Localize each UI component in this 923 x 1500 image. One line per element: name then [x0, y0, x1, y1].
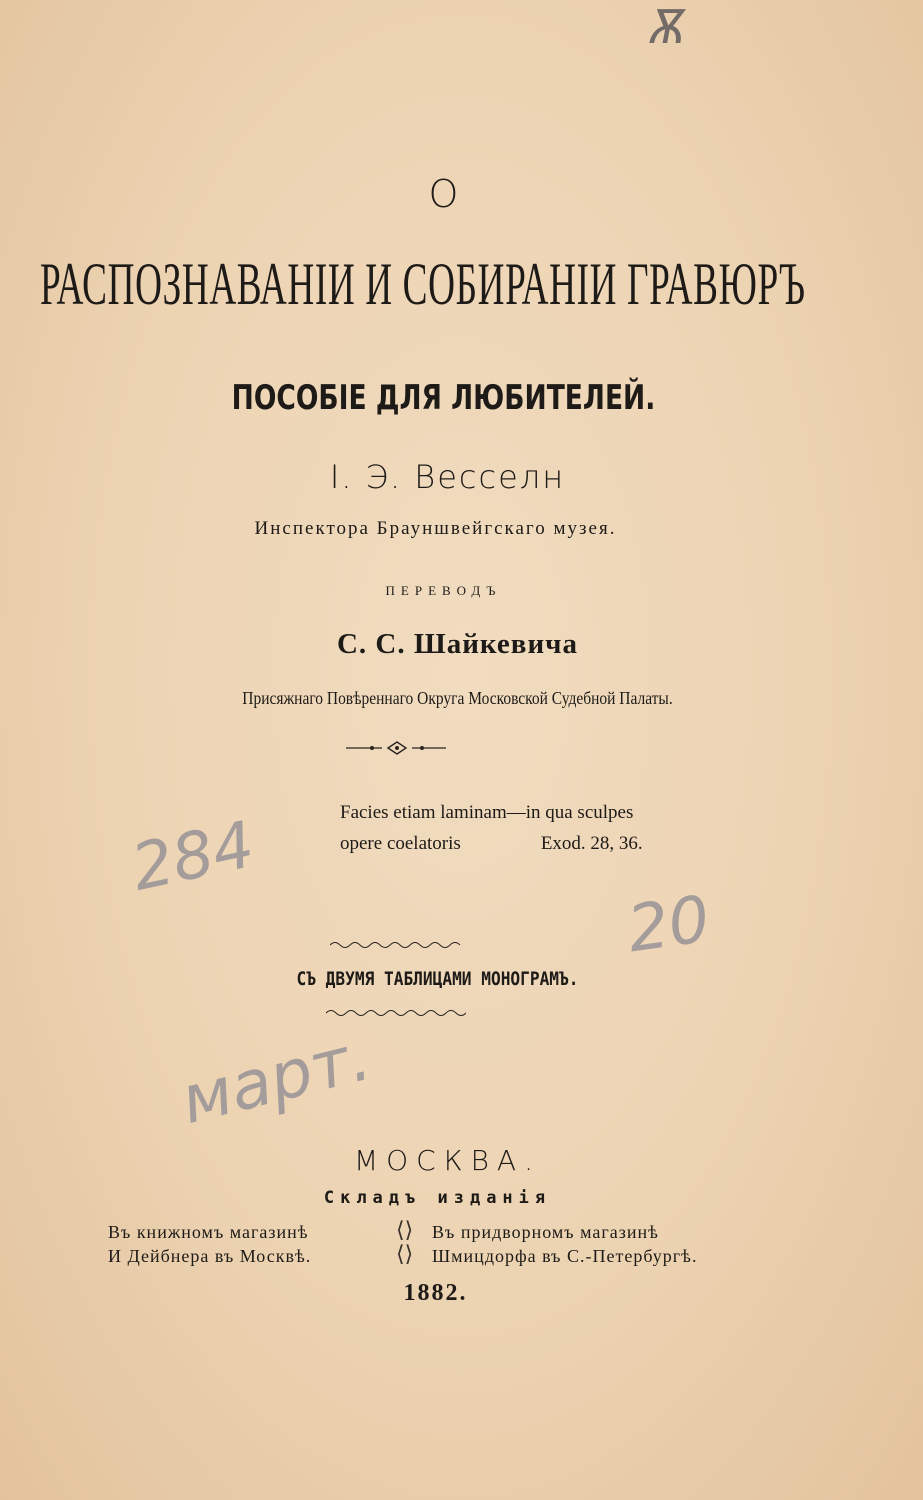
shop-right-line-2: Шмицдорфа въ С.-Петербургѣ. — [432, 1246, 698, 1266]
ornament-divider — [0, 738, 923, 758]
author-name: І. Э. Весселн — [329, 458, 566, 496]
wavy-rule-bottom — [326, 1008, 466, 1018]
epigraph-reference: Exod. 28, 36. — [540, 833, 643, 854]
pencil-note-number-right: 20 — [623, 882, 715, 968]
publication-year: 1882. — [403, 1280, 468, 1306]
author-role: Инспектора Брауншвейгскаго музея. — [254, 518, 617, 539]
pencil-note-bottom: март. — [173, 1017, 379, 1140]
brace-divider: ⟨⟩ ⟨⟩ — [396, 1218, 414, 1267]
plates-note: СЪ ДВУМЯ ТАБЛИЦАМИ МОНОГРАМЪ. — [296, 968, 579, 990]
imprint-depot: Складъ изданія — [323, 1188, 552, 1208]
shop-left-line-1: Въ книжномъ магазинѣ — [108, 1222, 309, 1242]
wavy-rule-top — [330, 940, 462, 950]
title-preposition: О — [428, 172, 459, 216]
pencil-note-number-left: 284 — [125, 808, 261, 906]
translation-label: ПЕРЕВОДЪ — [385, 583, 502, 598]
pencil-note-top: Ѫ — [650, 0, 687, 54]
shop-right-line-1: Въ придворномъ магазинѣ — [432, 1222, 659, 1242]
imprint-shop-right — [432, 1220, 697, 1268]
epigraph-line-2-row — [340, 828, 643, 859]
imprint-city: МОСКВА. — [353, 1144, 541, 1177]
imprint-shop-left — [108, 1220, 311, 1268]
book-subtitle: ПОСОБІЕ ДЛЯ ЛЮБИТЕЛЕЙ. — [231, 378, 656, 418]
shop-left-line-2: И Дейбнера въ Москвѣ. — [108, 1246, 312, 1266]
epigraph-line-2: opere coelatoris — [340, 833, 461, 854]
epigraph — [340, 797, 643, 859]
epigraph-line-1: Facies etiam laminam—in qua sculpes — [340, 802, 634, 823]
book-title: РАСПОЗНАВАНІИ И СОБИРАНІИ ГРАВЮРЪ — [40, 251, 806, 317]
translator-role: Присяжнаго Повѣреннаго Округа Московской Судебной Палаты. — [242, 688, 673, 708]
translator-name: С. С. Шайкевича — [336, 628, 579, 660]
